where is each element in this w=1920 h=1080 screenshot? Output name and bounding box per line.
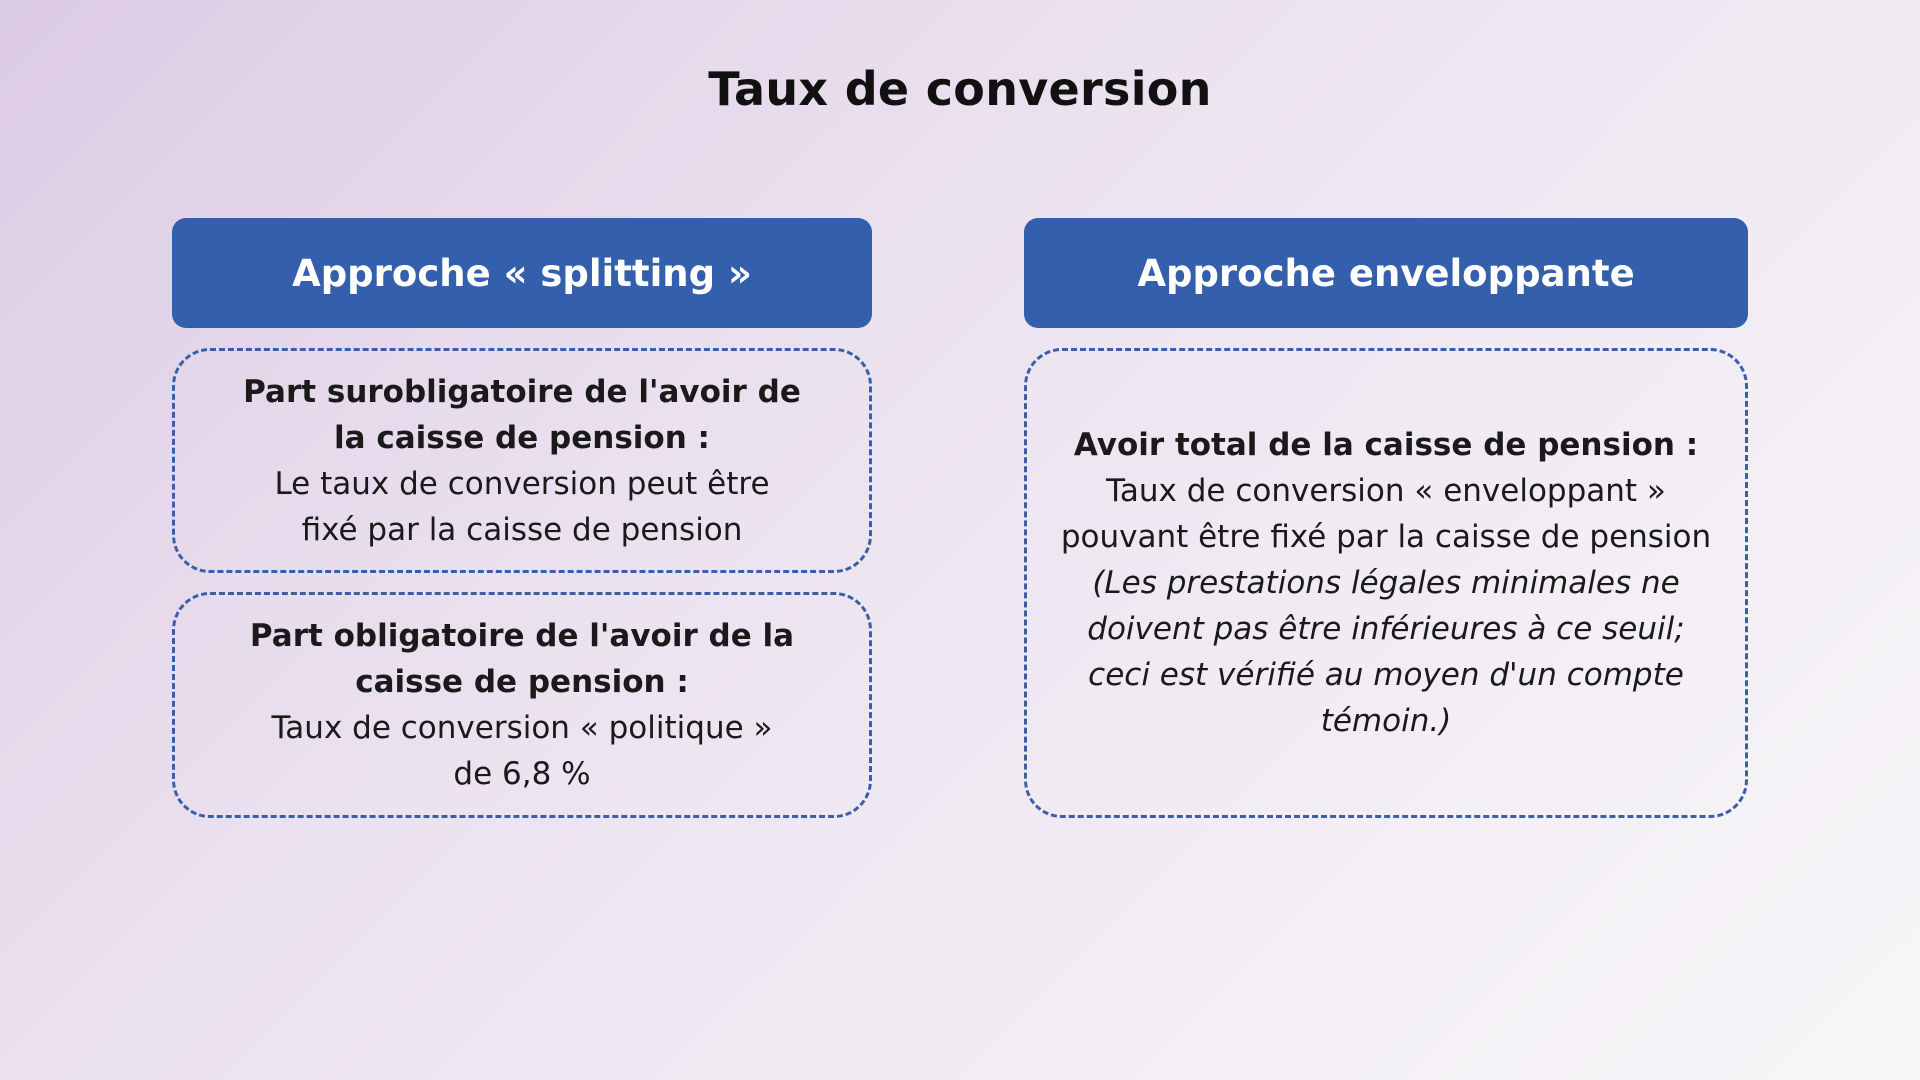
splitting-approach-header: Approche « splitting » [172, 218, 872, 328]
obligatory-part-box [172, 592, 872, 818]
total-assets-note: (Les prestations légales minimales ne doivent pas être inférieures à ce seuil; ceci est vérifié au moyen d'un compte témoin.) [1087, 565, 1685, 739]
obligatory-part-heading: Part obligatoire de l'avoir de la caisse de pension : [249, 618, 795, 700]
total-assets-heading: Avoir total de la caisse de pension : [1073, 427, 1699, 463]
total-assets-box [1024, 348, 1748, 818]
total-assets-text: Taux de conversion « enveloppant » pouvant être fixé par la caisse de pension [1060, 473, 1712, 555]
enveloping-approach-header: Approche enveloppante [1024, 218, 1748, 328]
surobligatory-part-heading: Part surobligatoire de l'avoir de la caisse de pension : [243, 373, 801, 456]
obligatory-part-text: Taux de conversion « politique » de 6,8 % [271, 710, 773, 792]
surobligatory-part-text: Le taux de conversion peut être fixé par la caisse de pension [274, 465, 770, 548]
page-title: Taux de conversion [708, 62, 1212, 116]
surobligatory-part-box [172, 348, 872, 573]
